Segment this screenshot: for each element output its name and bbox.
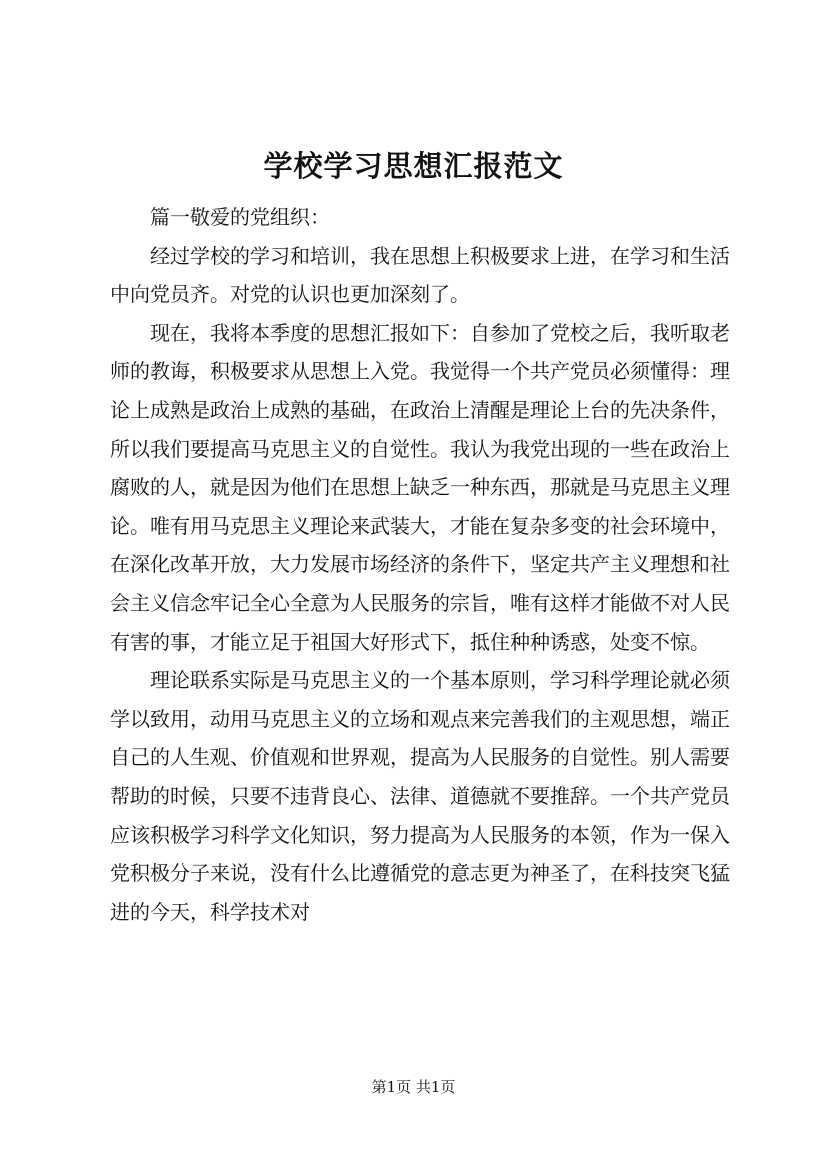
paragraph: 篇一敬爱的党组织： — [150, 205, 330, 229]
page-number-footer: 第1页 共1页 — [371, 1078, 456, 1096]
paragraph: 理论联系实际是马克思主义的一个基本原则，学习科学理论就必须学以致用，动用马克思主义的立场和观点来完善我们的主观思想，端正自己的人生观、价值观和世界观，提高为人民服务的自觉性。别人需要帮助的时候，只要不违背良心、法律、道德就不要推辞。一个共产党员应该积极学习科学文化知识，努力提高为人民服务的本领，作为一保入党积极分子来说，没有什么比遵循党的意志更为神圣了，在科技突飞猛进的今天，科学技术对 — [110, 668, 730, 924]
document-title: 学校学习思想汇报范文 — [263, 149, 564, 183]
document-body — [110, 198, 730, 931]
paragraph: 现在，我将本季度的思想汇报如下：自参加了党校之后，我听取老师的教诲，积极要求从思想上入党。我觉得一个共产党员必须懂得：理论上成熟是政治上成熟的基础，在政治上清醒是理论上台的先决条件，所以我们要提高马克思主义的自觉性。我认为我党出现的一些在政治上腐败的人，就是因为他们在思想上缺乏一种东西，那就是马克思主义理论。唯有用马克思主义理论来武装大，才能在复杂多变的社会环境中，在深化改革开放，大力发展市场经济的条件下，坚定共产主义理想和社会主义信念牢记全心全意为人民服务的宗旨，唯有这样才能做不对人民有害的事，才能立足于祖国大好形式下，抵住种种诱惑，处变不惊。 — [110, 320, 730, 654]
paragraph: 经过学校的学习和培训，我在思想上积极要求上进，在学习和生活中向党员齐。对党的认识也更加深刻了。 — [110, 243, 730, 307]
